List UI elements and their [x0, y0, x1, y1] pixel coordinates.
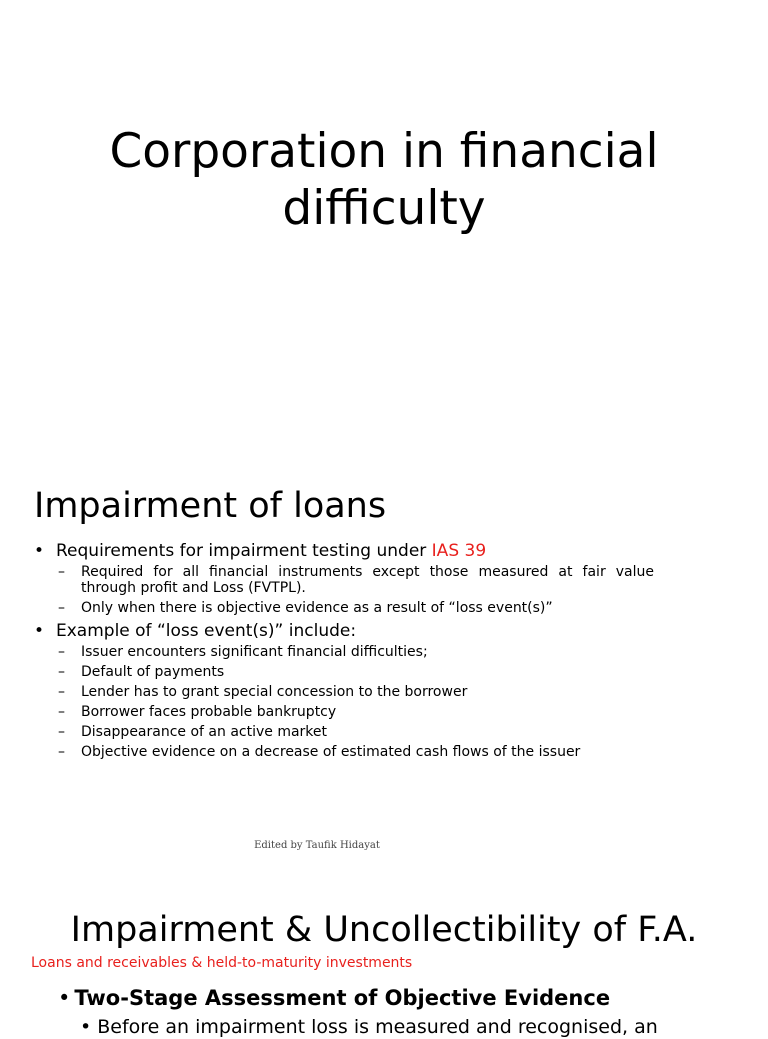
slide-1 [0, 0, 768, 448]
slide-3-title: Impairment & Uncollectibility of F.A. [70, 910, 698, 950]
slide-1-title [0, 123, 768, 237]
sub-bullet-text: Lender has to grant special concession to the borrower [81, 684, 468, 700]
ias-39-highlight: IAS 39 [431, 541, 487, 561]
slide-2 [0, 448, 768, 868]
bullet-dot: • [58, 986, 71, 1010]
sub-bullet-text: Required for all financial instruments except those measured at fair value through profit and Loss (FVTPL). [81, 564, 654, 596]
bullet-requirements [34, 540, 654, 562]
sub-bullet-text: Default of payments [81, 664, 225, 680]
sub-bullet-text: Borrower faces probable bankruptcy [81, 704, 337, 720]
slide-3 [0, 868, 768, 1038]
bullet-text: Example of “loss event(s)” include: [56, 621, 357, 641]
slide-2-content [34, 540, 654, 764]
sub-bullet: – Required for all financial instruments except those measured at fair value through profit and Loss (FVTPL). [58, 564, 654, 596]
sub-bullet: – Borrower faces probable bankruptcy [58, 704, 337, 720]
sub-bullet: – Lender has to grant special concession to the borrower [58, 684, 468, 700]
slide-2-footer: Edited by Taufik Hidayat [254, 840, 380, 851]
sub-bullet: – Objective evidence on a decrease of estimated cash flows of the issuer [58, 744, 581, 760]
bullet-text: Requirements for impairment testing under [56, 541, 432, 561]
sub-bullet: – Default of payments [58, 664, 225, 680]
bullet-dot: • [34, 541, 45, 561]
sub-list-requirements [58, 564, 654, 616]
title-line-2: difficulty [282, 181, 486, 236]
sub-bullet-text: Only when there is objective evidence as a result of “loss event(s)” [81, 600, 553, 616]
sub-bullet-text: Disappearance of an active market [81, 724, 328, 740]
bullet-text: Two-Stage Assessment of Objective Evidence [74, 986, 611, 1010]
bullet-two-stage [58, 984, 610, 1012]
sub-bullet-partial [80, 1015, 658, 1039]
sub-bullet: – Disappearance of an active market [58, 724, 328, 740]
sub-bullet-text: Objective evidence on a decrease of estimated cash flows of the issuer [81, 744, 581, 760]
slide-2-title: Impairment of loans [34, 486, 387, 526]
bullet-dot: • [34, 621, 45, 641]
slide-3-subtitle: Loans and receivables & held-to-maturity investments [31, 955, 413, 971]
sub-bullet: – Only when there is objective evidence as a result of “loss event(s)” [58, 600, 553, 616]
sub-bullet-text: Issuer encounters significant financial difficulties; [81, 644, 428, 660]
sub-bullet: – Issuer encounters significant financial difficulties; [58, 644, 428, 660]
sub-bullet-text: Before an impairment loss is measured and recognised, an [97, 1016, 658, 1038]
title-line-1: Corporation in financial [109, 124, 659, 179]
sub-list-loss-events [58, 644, 654, 760]
bullet-loss-events [34, 620, 654, 642]
bullet-dot: • [80, 1016, 98, 1038]
